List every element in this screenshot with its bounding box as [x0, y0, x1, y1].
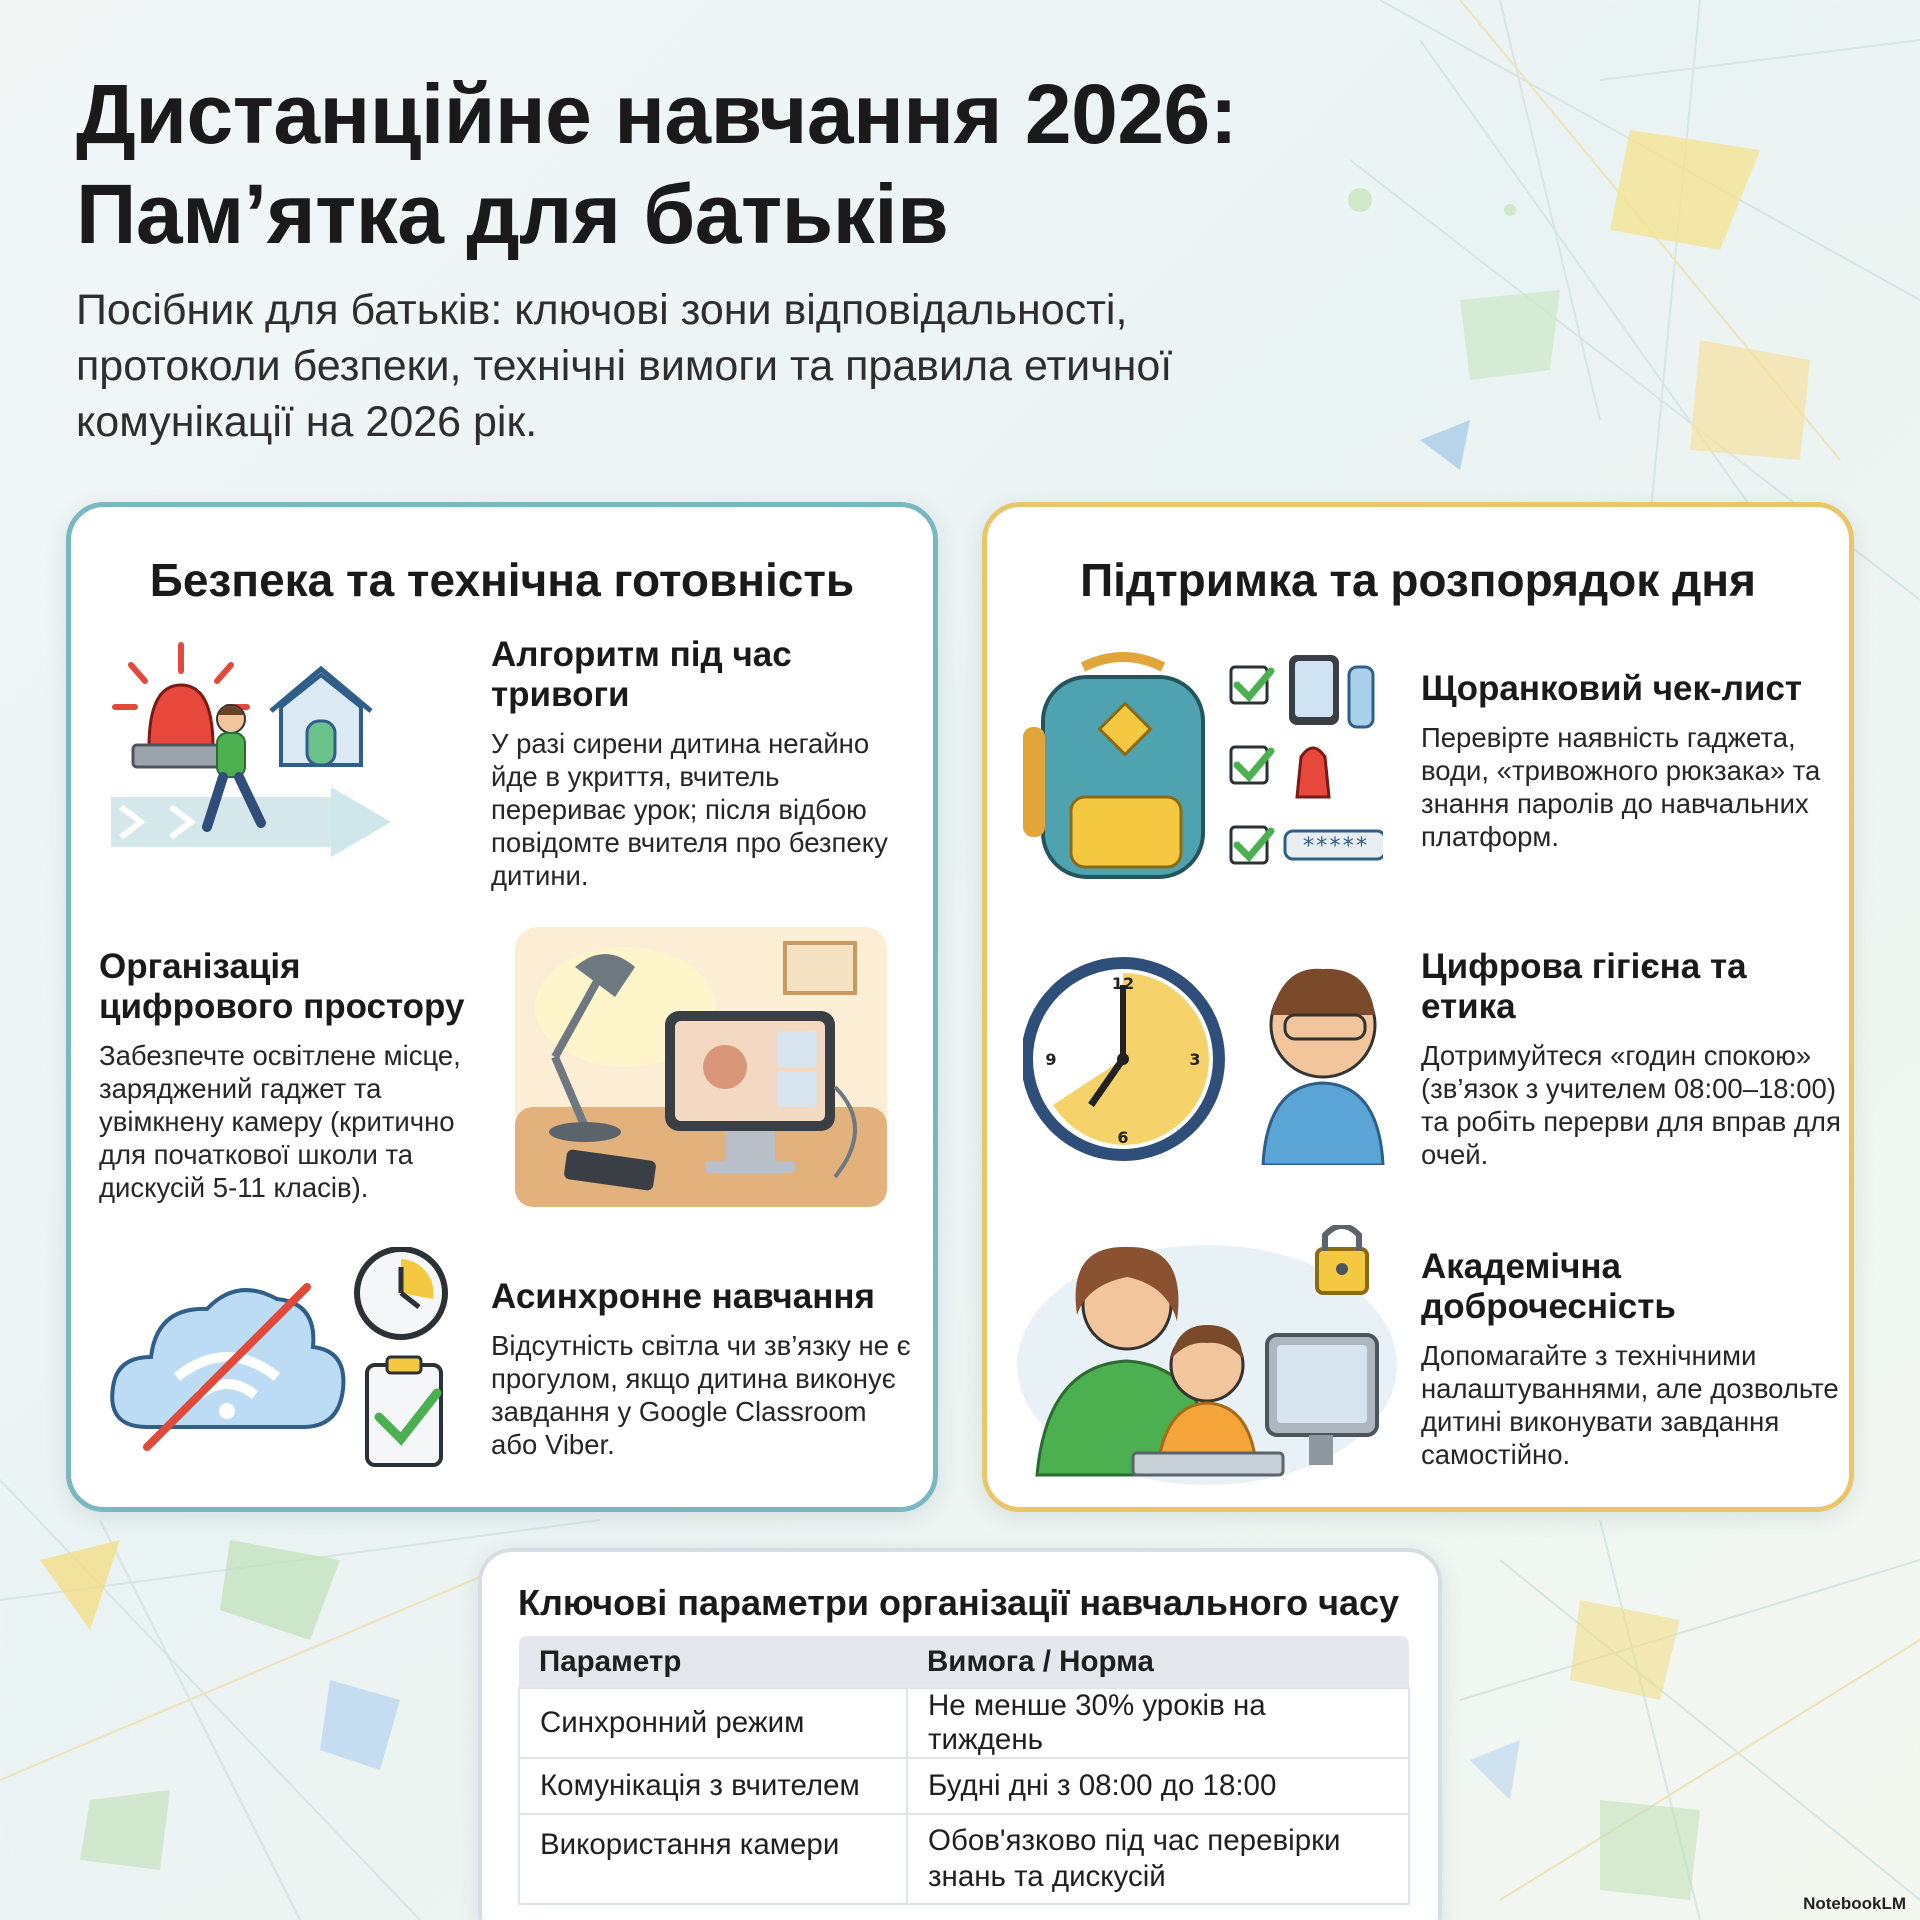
time-parameters-card: [478, 1548, 1442, 1920]
no-wifi-cloud-icon: [107, 1247, 467, 1477]
item-digital-hygiene: [1421, 947, 1841, 1171]
item-async-heading: Асинхронне навчання: [491, 1277, 875, 1316]
item-integrity-heading: Академічна доброчесність: [1421, 1247, 1676, 1326]
table-cell: Синхронний режим: [519, 1688, 907, 1758]
brand-label: NotebookLM: [1803, 1894, 1906, 1913]
table-cell: Використання камери: [519, 1814, 907, 1904]
panel-safety: [66, 502, 938, 1512]
page-title-line2: Пам’ятка для батьків: [76, 167, 949, 261]
panel-support: [982, 502, 1854, 1512]
item-hygiene-heading: Цифрова гігієна та етика: [1421, 947, 1747, 1026]
item-alarm-text: У разі сирени дитина негайно йде в укриття, вчитель перериває урок; після відбою повідомте вчителя про безпеку дитини.: [491, 728, 888, 891]
item-alarm-algorithm: [491, 635, 911, 892]
page-title-line1: Дистанційне навчання 2026:: [76, 67, 1238, 161]
backpack-checklist-icon: [1023, 647, 1383, 897]
siren-shelter-icon: [111, 637, 471, 897]
clock-num-6: 6: [1117, 1128, 1129, 1147]
table-cell: Обов'язково під час перевірки знань та дискусій: [907, 1814, 1409, 1904]
item-morning-checklist: [1421, 669, 1841, 853]
item-digital-space-heading: Організація цифрового простору: [99, 947, 465, 1026]
table-cell: Не менше 30% уроків на тиждень: [907, 1688, 1409, 1758]
table-header-parameter: Параметр: [519, 1636, 907, 1688]
clock-eyes-icon: [1023, 955, 1403, 1165]
clock-num-9: 9: [1045, 1050, 1057, 1069]
table-header-requirement: Вимога / Норма: [907, 1636, 1409, 1688]
item-checklist-text: Перевірте наявність гаджета, води, «тривожного рюкзака» та знання паролів до навчальних платформ.: [1421, 722, 1821, 852]
panel-safety-title: Безпека та технічна готовність: [149, 554, 855, 606]
item-alarm-heading: Алгоритм під час тривоги: [491, 635, 792, 714]
item-async-text: Відсутність світла чи зв’язку не є прогулом, якщо дитина виконує завдання у Google Classroom або Viber.: [491, 1330, 911, 1460]
item-digital-space: [99, 947, 499, 1204]
time-parameters-title: Ключові параметри організації навчального часу: [518, 1582, 1400, 1623]
item-async-learning: [491, 1277, 911, 1461]
page-subtitle: Посібник для батьків: ключові зони відповідальності, протоколи безпеки, технічні вимоги та правила етичної комунікації на 2026 рік.: [76, 286, 1173, 446]
time-parameters-table: [518, 1636, 1410, 1905]
clock-num-3: 3: [1189, 1050, 1201, 1069]
parent-child-computer-icon: [1017, 1225, 1407, 1485]
page-title: [76, 64, 1376, 264]
panel-support-title: Підтримка та розпорядок дня: [1080, 554, 1756, 606]
table-header-row: [519, 1636, 1409, 1688]
item-checklist-heading: Щоранковий чек-лист: [1421, 669, 1803, 708]
item-academic-integrity: [1421, 1247, 1841, 1471]
desk-lamp-tablet-icon: [515, 927, 887, 1207]
table-cell: Комунікація з вчителем: [519, 1758, 907, 1814]
item-integrity-text: Допомагайте з технічними налаштуваннями, але дозвольте дитині виконувати завдання самостійно.: [1421, 1340, 1839, 1470]
table-row: [519, 1688, 1409, 1758]
item-hygiene-text: Дотримуйтеся «годин спокою» (зв’язок з учителем 08:00–18:00) та робіть перерви для вправ для очей.: [1421, 1040, 1841, 1170]
password-mask-label: *****: [1301, 834, 1369, 859]
item-digital-space-text: Забезпечте освітлене місце, заряджений гаджет та увімкнену камеру (критично для початкової школи та дискусій 5-11 класів).: [99, 1040, 461, 1203]
table-cell: Будні дні з 08:00 до 18:00: [907, 1758, 1409, 1814]
table-row: [519, 1758, 1409, 1814]
clock-num-12: 12: [1111, 974, 1135, 993]
table-row: [519, 1814, 1409, 1904]
